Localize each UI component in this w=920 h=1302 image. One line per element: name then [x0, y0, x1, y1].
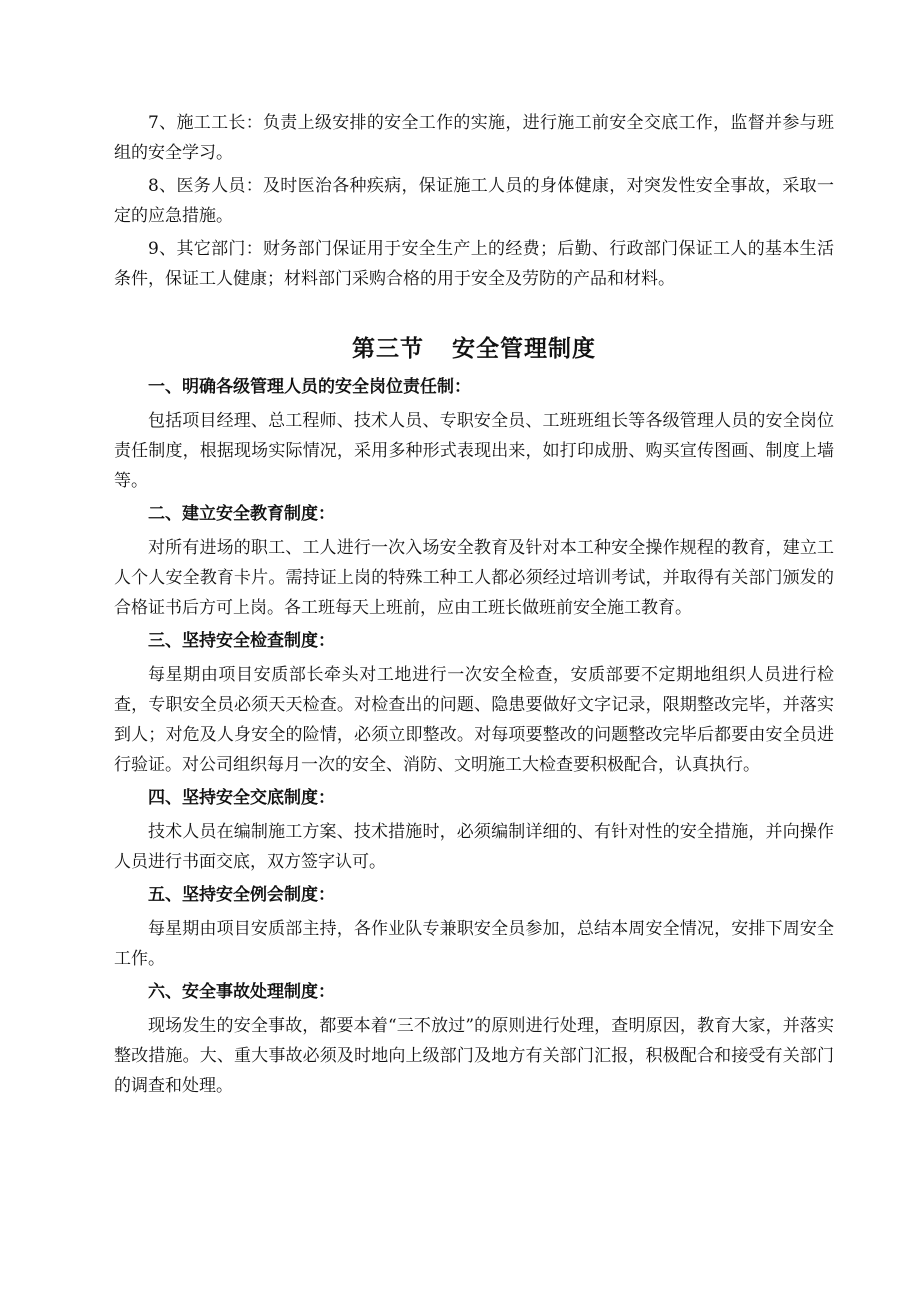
item-body-4: 技术人员在编制施工方案、技术措施时，必须编制详细的、有针对性的安全措施，并向操作人员进行书面交底，双方签字认可。	[114, 822, 834, 872]
item-body-1: 包括项目经理、总工程师、技术人员、专职安全员、工班班组长等各级管理人员的安全岗位责任制度，根据现场实际情况，采用多种形式表现出来，如打印成册、购买宣传图画、制度上墙等。	[114, 411, 834, 491]
role-paragraph-9: 9、其它部门：财务部门保证用于安全生产上的经费；后勤、行政部门保证工人的基本生活条件，保证工人健康；材料部门采购合格的用于安全及劳防的产品和材料。	[114, 239, 834, 289]
item-heading-6: 六、安全事故处理制度：	[148, 982, 335, 1002]
section-title	[114, 332, 834, 366]
item-heading-2: 二、建立安全教育制度：	[148, 504, 335, 524]
section-name: 安全管理制度	[452, 335, 596, 362]
section-number: 第三节	[352, 335, 424, 362]
role-paragraph-8: 8、医务人员：及时医治各种疾病，保证施工人员的身体健康，对突发性安全事故，采取一定的应急措施。	[114, 176, 834, 226]
item-heading-4: 四、坚持安全交底制度：	[148, 788, 335, 808]
item-body-5: 每星期由项目安质部主持，各作业队专兼职安全员参加，总结本周安全情况，安排下周安全工作。	[114, 919, 834, 969]
item-heading-5: 五、坚持安全例会制度：	[148, 885, 335, 905]
item-body-6: 现场发生的安全事故，都要本着“三不放过”的原则进行处理，查明原因，教育大家，并落实整改措施。大、重大事故必须及时地向上级部门及地方有关部门汇报，积极配合和接受有关部门的调查和处理。	[114, 1016, 834, 1096]
role-paragraph-7: 7、施工工长：负责上级安排的安全工作的实施，进行施工前安全交底工作，监督并参与班组的安全学习。	[114, 113, 834, 163]
document-body	[114, 108, 834, 1104]
item-heading-3: 三、坚持安全检查制度：	[148, 631, 335, 651]
item-heading-1: 一、明确各级管理人员的安全岗位责任制：	[148, 377, 471, 397]
item-body-3: 每星期由项目安质部长牵头对工地进行一次安全检查，安质部要不定期地组织人员进行检查，专职安全员必须天天检查。对检查出的问题、隐患要做好文字记录，限期整改完毕，并落实到人；对危及人身安全的险情，必须立即整改。对每项要整改的问题整改完毕后都要由安全员进行验证。对公司组织每月一次的安全、消防、文明施工大检查要积极配合，认真执行。	[114, 665, 834, 775]
item-body-2: 对所有进场的职工、工人进行一次入场安全教育及针对本工种安全操作规程的教育，建立工人个人安全教育卡片。需持证上岗的特殊工种工人都必须经过培训考试，并取得有关部门颁发的合格证书后方可上岗。各工班每天上班前，应由工班长做班前安全施工教育。	[114, 538, 834, 618]
